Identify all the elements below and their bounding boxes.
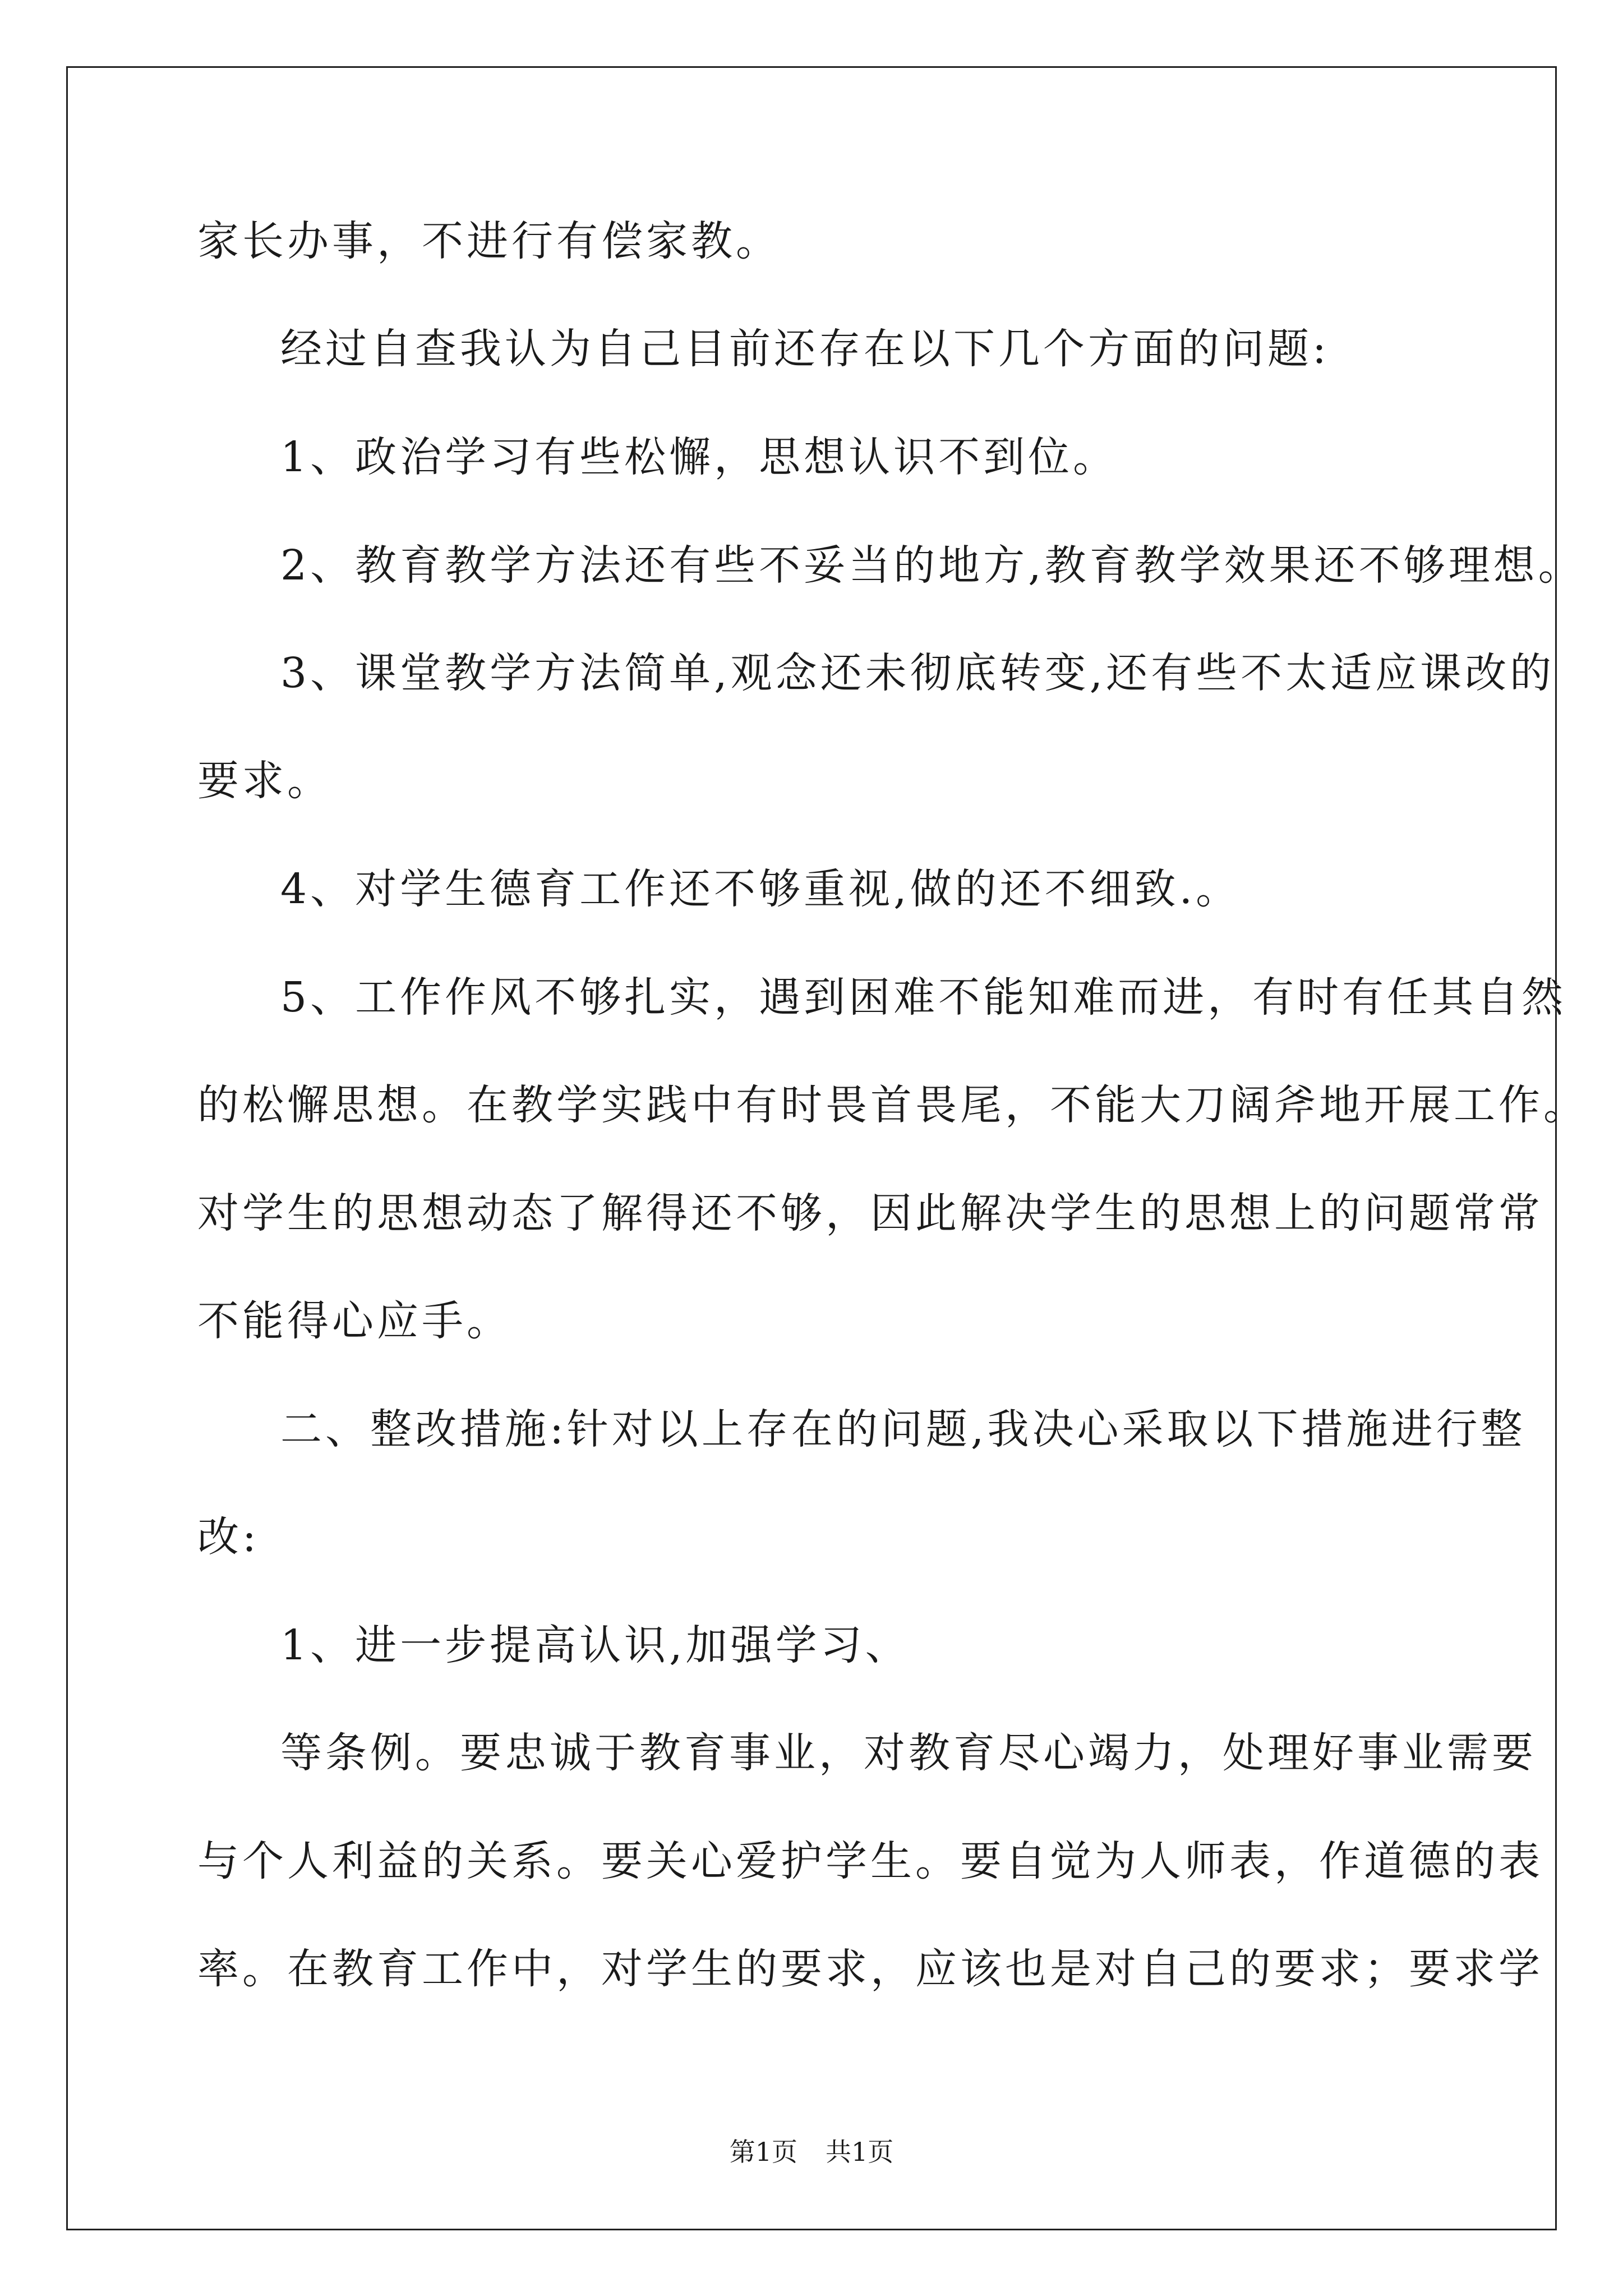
text-line: 对学生的思想动态了解得还不够，因此解决学生的思想上的问题常常 — [197, 1189, 1543, 1237]
text-line: 率。在教育工作中，对学生的要求，应该也是对自己的要求；要求学 — [197, 1945, 1543, 1993]
text-line: 1、政治学习有些松懈，思想认识不到位。 — [280, 433, 1118, 481]
text-line: 经过自查我认为自己目前还存在以下几个方面的问题: — [280, 325, 1330, 373]
text-line: 2、教育教学方法还有些不妥当的地方,教育教学效果还不够理想。 — [280, 541, 1583, 590]
text-line: 3、课堂教学方法简单,观念还未彻底转变,还有些不太适应课改的 — [280, 649, 1555, 697]
text-line: 1、进一步提高认识,加强学习、 — [280, 1621, 910, 1669]
page-number-current: 第1页 — [729, 2137, 797, 2167]
text-line: 要求。 — [197, 757, 332, 805]
text-line: 等条例。要忠诚于教育事业，对教育尽心竭力，处理好事业需要 — [280, 1729, 1537, 1777]
text-line: 改: — [197, 1513, 260, 1561]
text-line: 不能得心应手。 — [197, 1297, 511, 1345]
page-number-total: 共1页 — [826, 2137, 894, 2167]
page-footer — [0, 2132, 1623, 2169]
text-line: 5、工作作风不够扎实，遇到困难不能知难而进，有时有任其自然 — [280, 973, 1567, 1022]
text-line: 二、整改措施:针对以上存在的问题,我决心采取以下措施进行整 — [280, 1405, 1526, 1453]
page-border — [66, 66, 1557, 2230]
text-line: 的松懈思想。在教学实践中有时畏首畏尾，不能大刀阔斧地开展工作。 — [197, 1081, 1588, 1129]
text-line: 4、对学生德育工作还不够重视,做的还不细致.。 — [280, 865, 1241, 913]
text-line: 与个人利益的关系。要关心爱护学生。要自觉为人师表，作道德的表 — [197, 1837, 1543, 1885]
text-line: 家长办事，不进行有偿家教。 — [197, 217, 781, 265]
